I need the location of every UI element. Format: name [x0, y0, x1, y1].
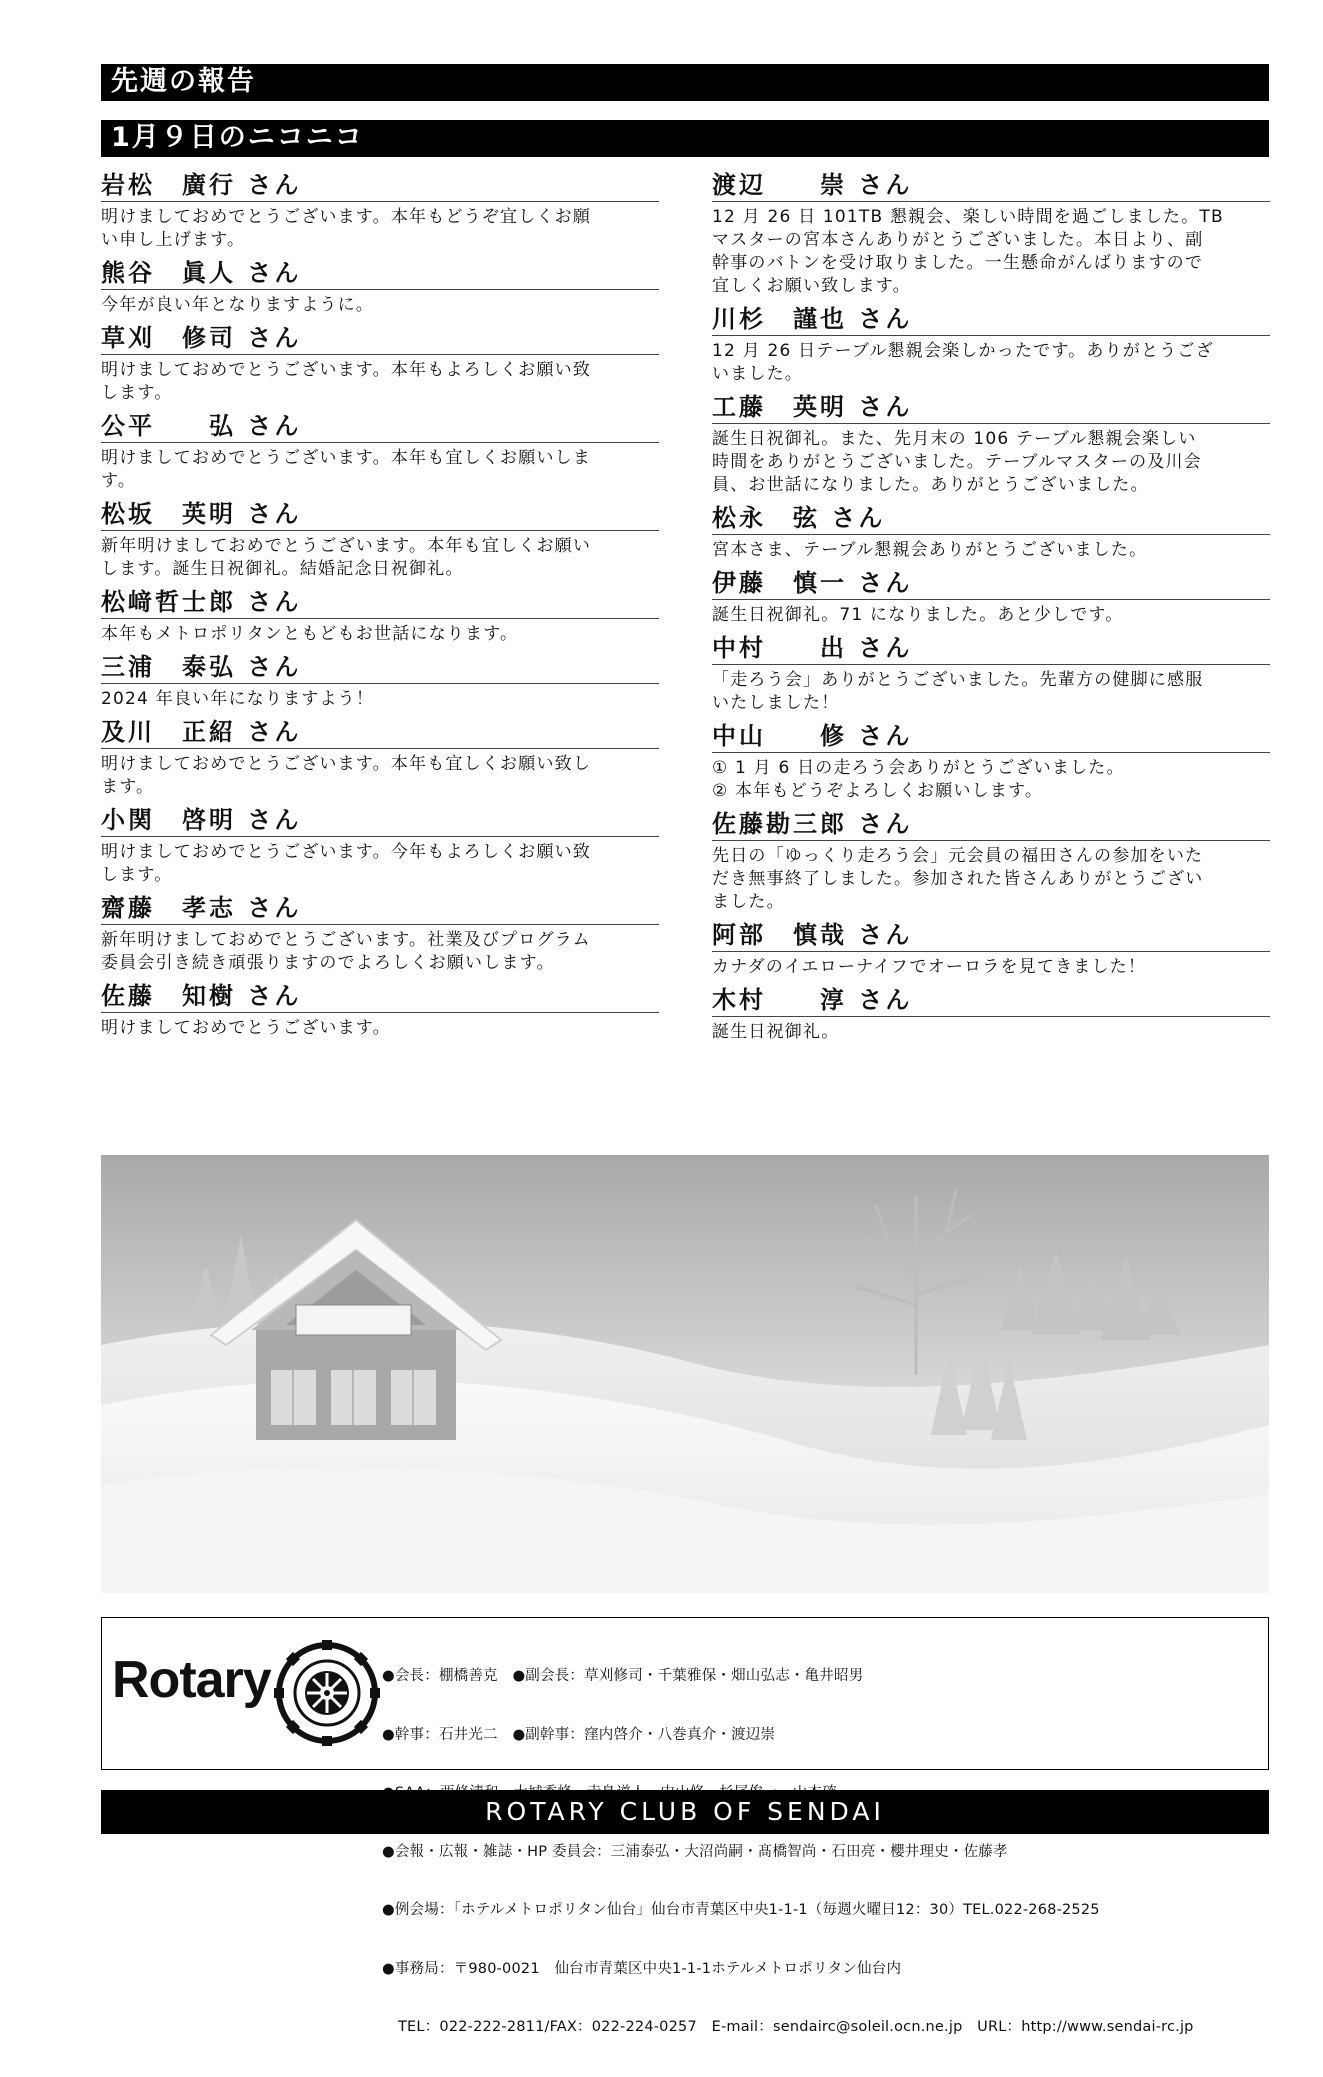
- member-message: 本年もメトロポリタンともどもお世話になります。: [101, 624, 519, 644]
- message-entry: [712, 985, 1270, 1044]
- left-message-column: [101, 170, 659, 1046]
- member-name: 小関 啓明 さん: [101, 805, 659, 837]
- member-message: 誕生日祝御礼。71 になりました。あと少しです。: [712, 605, 1124, 625]
- member-message: 「走ろう会」ありがとうございました。先輩方の健脚に感服 いたしました！: [712, 670, 1204, 713]
- contact-line: TEL：022-222-2811/FAX：022-224-0257 E-mail：sendairc@soleil.ocn.ne.jp URL：http://www.sendai-rc.jp: [398, 2019, 1194, 2035]
- member-message: 2024 年良い年になりますよう！: [101, 689, 375, 709]
- message-entry: [712, 392, 1270, 497]
- rotary-wheel-icon: [272, 1638, 382, 1748]
- member-message: 明けましておめでとうございます。本年もどうぞ宜しくお願 い申し上げます。: [101, 207, 592, 250]
- member-name: 三浦 泰弘 さん: [101, 652, 659, 684]
- member-name: 渡辺 崇 さん: [712, 170, 1270, 202]
- member-message: カナダのイエローナイフでオーロラを見てきました！: [712, 957, 1147, 977]
- rotary-logo-text: Rotary: [112, 1651, 271, 1709]
- member-message: 先日の「ゆっくり走ろう会」元会員の福田さんの参加をいた だき無事終了しました。参加された皆さんありがとうござい ました。: [712, 846, 1204, 912]
- message-entry: [712, 809, 1270, 914]
- club-name-text: ROTARY CLUB OF SENDAI: [485, 1797, 885, 1826]
- winter-landscape-illustration: [101, 1155, 1269, 1593]
- member-name: 中山 修 さん: [712, 721, 1270, 753]
- officer-line-president: ●会長：棚橋善克 ●副会長：草刈修司・千葉雅保・畑山弘志・亀井昭男: [382, 1668, 864, 1684]
- member-message: 誕生日祝御礼。また、先月末の 106 テーブル懇親会楽しい 時間をありがとうございました。テーブルマスターの及川会 員、お世話になりました。ありがとうございました。: [712, 429, 1202, 495]
- member-name: 阿部 慎哉 さん: [712, 920, 1270, 952]
- member-message: 誕生日祝御礼。: [712, 1022, 840, 1042]
- member-name: 木村 淳 さん: [712, 985, 1270, 1017]
- member-name: 松﨑哲士郎 さん: [101, 587, 659, 619]
- message-entry: [101, 805, 659, 887]
- section-title: 先週の報告: [111, 66, 256, 97]
- message-entry: [712, 721, 1270, 803]
- message-entry: [101, 323, 659, 405]
- member-name: 工藤 英明 さん: [712, 392, 1270, 424]
- member-message: 今年が良い年となりますように。: [101, 295, 374, 315]
- message-entry: [101, 499, 659, 581]
- member-message: 明けましておめでとうございます。本年も宜しくお願い致し ます。: [101, 754, 592, 797]
- message-entry: [712, 568, 1270, 627]
- winter-landscape-image: [101, 1155, 1269, 1593]
- member-name: 中村 出 さん: [712, 633, 1270, 665]
- member-name: 伊藤 慎一 さん: [712, 568, 1270, 600]
- club-name-banner: [101, 1790, 1269, 1834]
- member-message: 新年明けましておめでとうございます。本年も宜しくお願い します。誕生日祝御礼。結婚記念日祝御礼。: [101, 536, 592, 579]
- message-entry: [101, 587, 659, 646]
- message-entry: [712, 304, 1270, 386]
- club-officers-list: [382, 1628, 1194, 2077]
- member-message: 12 月 26 日 101TB 懇親会、楽しい時間を過ごしました。TB マスターの宮本さんありがとうございました。本日より、副 幹事のバトンを受け取りました。一生懸命がんばりますので 宜しくお願い致します。: [712, 207, 1224, 296]
- member-message: 明けましておめでとうございます。: [101, 1018, 391, 1038]
- message-entry: [101, 893, 659, 975]
- member-name: 佐藤勘三郎 さん: [712, 809, 1270, 841]
- message-entry: [712, 920, 1270, 979]
- member-name: 熊谷 眞人 さん: [101, 258, 659, 290]
- officer-line-committee: ●会報・広報・雑誌・HP 委員会：三浦泰弘・大沼尚嗣・髙橋智尚・石田亮・櫻井理史・佐藤孝: [382, 1843, 1008, 1860]
- member-message: 12 月 26 日テーブル懇親会楽しかったです。ありがとうござ いました。: [712, 341, 1214, 384]
- message-entry: [101, 411, 659, 493]
- member-name: 川杉 謹也 さん: [712, 304, 1270, 336]
- member-name: 齋藤 孝志 さん: [101, 893, 659, 925]
- message-entry: [712, 633, 1270, 715]
- message-entry: [101, 652, 659, 711]
- message-entry: [101, 981, 659, 1040]
- member-message: ① 1 月 6 日の走ろう会ありがとうございました。 ② 本年もどうぞよろしくお願いします。: [712, 758, 1125, 801]
- subsection-title-bar: [101, 120, 1269, 157]
- member-name: 佐藤 知樹 さん: [101, 981, 659, 1013]
- member-name: 松永 弦 さん: [712, 503, 1270, 535]
- message-entry: [101, 717, 659, 799]
- message-entry: [712, 503, 1270, 562]
- subsection-title: 1月９日のニコニコ: [111, 122, 364, 153]
- member-name: 及川 正紹 さん: [101, 717, 659, 749]
- member-message: 明けましておめでとうございます。本年も宜しくお願いしま す。: [101, 448, 592, 491]
- member-message: 新年明けましておめでとうございます。社業及びプログラム 委員会引き続き頑張りますのでよろしくお願いします。: [101, 930, 591, 973]
- member-message: 宮本さま、テーブル懇親会ありがとうございました。: [712, 540, 1148, 560]
- member-message: 明けましておめでとうございます。本年もよろしくお願い致 します。: [101, 360, 592, 403]
- member-name: 岩松 廣行 さん: [101, 170, 659, 202]
- member-name: 松坂 英明 さん: [101, 499, 659, 531]
- officer-line-venue: ●例会場：「ホテルメトロポリタン仙台」仙台市青葉区中央1-1-1（毎週火曜日12：30）TEL.022-268-2525: [382, 1902, 1100, 1918]
- message-entry: [101, 170, 659, 252]
- officer-line-office: ●事務局：〒980-0021 仙台市青葉区中央1-1-1ホテルメトロポリタン仙台内: [382, 1960, 902, 1977]
- officer-line-secretary: ●幹事：石井光二 ●副幹事：窪内啓介・八巻真介・渡辺崇: [382, 1726, 776, 1743]
- right-message-column: [712, 170, 1270, 1050]
- member-name: 草刈 修司 さん: [101, 323, 659, 355]
- section-title-bar: [101, 64, 1269, 101]
- message-entry: [712, 170, 1270, 298]
- member-name: 公平 弘 さん: [101, 411, 659, 443]
- message-entry: [101, 258, 659, 317]
- member-message: 明けましておめでとうございます。今年もよろしくお願い致 します。: [101, 842, 592, 885]
